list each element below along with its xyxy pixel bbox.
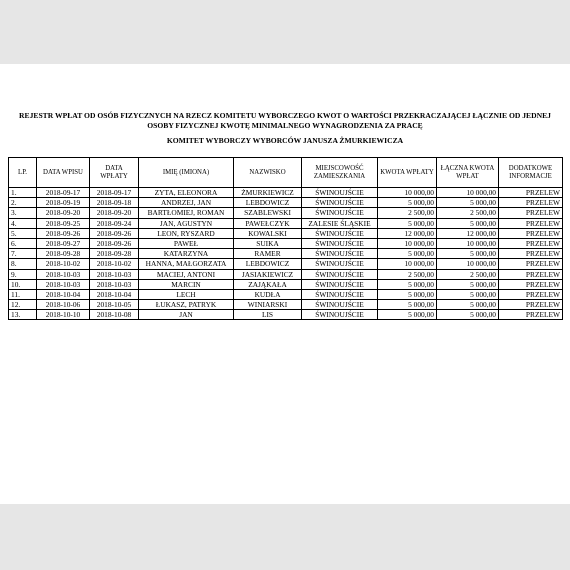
residence-cell: ZALESIE ŚLĄSKIE	[302, 218, 378, 228]
total-amount-cell: 5 000,00	[437, 198, 499, 208]
total-amount-cell: 5 000,00	[437, 300, 499, 310]
first-names-cell: BARTŁOMIEJ, ROMAN	[139, 208, 234, 218]
residence-cell: ŚWINOUJŚCIE	[302, 279, 378, 289]
column-header: DATA WPISU	[37, 158, 90, 188]
surname-cell: PAWEŁCZYK	[234, 218, 302, 228]
column-header: IMIĘ (IMIONA)	[139, 158, 234, 188]
entry-date-cell: 2018-10-06	[37, 300, 90, 310]
entry-date-cell: 2018-09-17	[37, 188, 90, 198]
additional-info-cell: PRZELEW	[499, 198, 563, 208]
table-row	[9, 198, 563, 208]
payment-amount-cell: 5 000,00	[378, 218, 437, 228]
payment-amount-cell: 5 000,00	[378, 310, 437, 320]
entry-date-cell: 2018-10-04	[37, 289, 90, 299]
column-header: DODATKOWE INFORMACJE	[499, 158, 563, 188]
additional-info-cell: PRZELEW	[499, 208, 563, 218]
payment-date-cell: 2018-09-26	[90, 228, 139, 238]
payment-amount-cell: 10 000,00	[378, 259, 437, 269]
column-header: LP.	[9, 158, 37, 188]
document-page	[0, 64, 570, 504]
payment-date-cell: 2018-09-28	[90, 249, 139, 259]
row-number-cell: 7.	[9, 249, 37, 259]
table-row	[9, 188, 563, 198]
table-row	[9, 249, 563, 259]
total-amount-cell: 2 500,00	[437, 208, 499, 218]
table-row	[9, 218, 563, 228]
row-number-cell: 9.	[9, 269, 37, 279]
table-body	[9, 188, 563, 320]
additional-info-cell: PRZELEW	[499, 188, 563, 198]
payment-amount-cell: 5 000,00	[378, 300, 437, 310]
total-amount-cell: 2 500,00	[437, 269, 499, 279]
surname-cell: KOWALSKI	[234, 228, 302, 238]
row-number-cell: 12.	[9, 300, 37, 310]
surname-cell: RAMER	[234, 249, 302, 259]
first-names-cell: ZYTA, ELEONORA	[139, 188, 234, 198]
row-number-cell: 1.	[9, 188, 37, 198]
entry-date-cell: 2018-09-28	[37, 249, 90, 259]
row-number-cell: 10.	[9, 279, 37, 289]
entry-date-cell: 2018-09-20	[37, 208, 90, 218]
entry-date-cell: 2018-10-10	[37, 310, 90, 320]
first-names-cell: JAN, AGUSTYN	[139, 218, 234, 228]
table-row	[9, 269, 563, 279]
column-header: KWOTA WPŁATY	[378, 158, 437, 188]
payment-date-cell: 2018-10-05	[90, 300, 139, 310]
total-amount-cell: 5 000,00	[437, 310, 499, 320]
payment-date-cell: 2018-10-03	[90, 269, 139, 279]
entry-date-cell: 2018-09-25	[37, 218, 90, 228]
table-row	[9, 259, 563, 269]
additional-info-cell: PRZELEW	[499, 269, 563, 279]
payment-amount-cell: 10 000,00	[378, 188, 437, 198]
column-header: NAZWISKO	[234, 158, 302, 188]
payment-amount-cell: 5 000,00	[378, 198, 437, 208]
payment-amount-cell: 2 500,00	[378, 208, 437, 218]
surname-cell: LIS	[234, 310, 302, 320]
residence-cell: ŚWINOUJŚCIE	[302, 249, 378, 259]
first-names-cell: MACIEJ, ANTONI	[139, 269, 234, 279]
surname-cell: ZAJĄKAŁA	[234, 279, 302, 289]
payment-date-cell: 2018-09-18	[90, 198, 139, 208]
first-names-cell: KATARZYNA	[139, 249, 234, 259]
column-header: DATA WPŁATY	[90, 158, 139, 188]
entry-date-cell: 2018-10-02	[37, 259, 90, 269]
first-names-cell: ANDRZEJ, JAN	[139, 198, 234, 208]
entry-date-cell: 2018-10-03	[37, 269, 90, 279]
residence-cell: ŚWINOUJŚCIE	[302, 259, 378, 269]
additional-info-cell: PRZELEW	[499, 300, 563, 310]
entry-date-cell: 2018-10-03	[37, 279, 90, 289]
surname-cell: ŻMURKIEWICZ	[234, 188, 302, 198]
first-names-cell: ŁUKASZ, PATRYK	[139, 300, 234, 310]
first-names-cell: LEON, RYSZARD	[139, 228, 234, 238]
column-header: MIEJSCOWOŚĆ ZAMIESZKANIA	[302, 158, 378, 188]
table-row	[9, 310, 563, 320]
total-amount-cell: 5 000,00	[437, 249, 499, 259]
total-amount-cell: 10 000,00	[437, 259, 499, 269]
residence-cell: ŚWINOUJŚCIE	[302, 269, 378, 279]
row-number-cell: 4.	[9, 218, 37, 228]
first-names-cell: JAN	[139, 310, 234, 320]
surname-cell: LEBDOWICZ	[234, 198, 302, 208]
payment-date-cell: 2018-09-17	[90, 188, 139, 198]
table-row	[9, 228, 563, 238]
surname-cell: LEBDOWICZ	[234, 259, 302, 269]
table-row	[9, 208, 563, 218]
payment-date-cell: 2018-10-04	[90, 289, 139, 299]
row-number-cell: 6.	[9, 238, 37, 248]
residence-cell: ŚWINOUJŚCIE	[302, 228, 378, 238]
total-amount-cell: 5 000,00	[437, 218, 499, 228]
entry-date-cell: 2018-09-26	[37, 228, 90, 238]
first-names-cell: MARCIN	[139, 279, 234, 289]
row-number-cell: 5.	[9, 228, 37, 238]
residence-cell: ŚWINOUJŚCIE	[302, 208, 378, 218]
entry-date-cell: 2018-09-27	[37, 238, 90, 248]
residence-cell: ŚWINOUJŚCIE	[302, 310, 378, 320]
total-amount-cell: 5 000,00	[437, 279, 499, 289]
additional-info-cell: PRZELEW	[499, 259, 563, 269]
row-number-cell: 2.	[9, 198, 37, 208]
surname-cell: WINIARSKI	[234, 300, 302, 310]
payment-amount-cell: 5 000,00	[378, 249, 437, 259]
first-names-cell: LECH	[139, 289, 234, 299]
residence-cell: ŚWINOUJŚCIE	[302, 198, 378, 208]
total-amount-cell: 10 000,00	[437, 188, 499, 198]
total-amount-cell: 10 000,00	[437, 238, 499, 248]
table-row	[9, 289, 563, 299]
payment-amount-cell: 12 000,00	[378, 228, 437, 238]
additional-info-cell: PRZELEW	[499, 279, 563, 289]
entry-date-cell: 2018-09-19	[37, 198, 90, 208]
document-title: REJESTR WPŁAT OD OSÓB FIZYCZNYCH NA RZECZ KOMITETU WYBORCZEGO KWOT O WARTOŚCI PRZEKRACZAJĄCEJ ŁĄCZNIE OD JEDNEJ OSOBY FIZYCZNEJ KWOTĘ MINIMALNEGO WYNAGRODZENIA ZA PRACĘ	[19, 111, 551, 130]
row-number-cell: 13.	[9, 310, 37, 320]
table-header-row	[9, 158, 563, 188]
payment-date-cell: 2018-10-02	[90, 259, 139, 269]
residence-cell: ŚWINOUJŚCIE	[302, 238, 378, 248]
additional-info-cell: PRZELEW	[499, 228, 563, 238]
payment-date-cell: 2018-09-20	[90, 208, 139, 218]
payment-date-cell: 2018-10-08	[90, 310, 139, 320]
row-number-cell: 8.	[9, 259, 37, 269]
payment-date-cell: 2018-09-26	[90, 238, 139, 248]
table-row	[9, 279, 563, 289]
document-subtitle: KOMITET WYBORCZY WYBORCÓW JANUSZA ŻMURKIEWICZA	[166, 136, 404, 145]
table-row	[9, 300, 563, 310]
additional-info-cell: PRZELEW	[499, 238, 563, 248]
surname-cell: SZABLEWSKI	[234, 208, 302, 218]
total-amount-cell: 12 000,00	[437, 228, 499, 238]
payment-date-cell: 2018-09-24	[90, 218, 139, 228]
additional-info-cell: PRZELEW	[499, 289, 563, 299]
total-amount-cell: 5 000,00	[437, 289, 499, 299]
surname-cell: JASIAKIEWICZ	[234, 269, 302, 279]
column-header: ŁĄCZNA KWOTA WPŁAT	[437, 158, 499, 188]
table-row	[9, 238, 563, 248]
payment-date-cell: 2018-10-03	[90, 279, 139, 289]
payment-amount-cell: 10 000,00	[378, 238, 437, 248]
surname-cell: SUIKA	[234, 238, 302, 248]
surname-cell: KUDŁA	[234, 289, 302, 299]
additional-info-cell: PRZELEW	[499, 249, 563, 259]
donations-table	[8, 157, 563, 320]
payment-amount-cell: 2 500,00	[378, 269, 437, 279]
payment-amount-cell: 5 000,00	[378, 279, 437, 289]
residence-cell: ŚWINOUJŚCIE	[302, 289, 378, 299]
row-number-cell: 11.	[9, 289, 37, 299]
row-number-cell: 3.	[9, 208, 37, 218]
first-names-cell: PAWEŁ	[139, 238, 234, 248]
additional-info-cell: PRZELEW	[499, 218, 563, 228]
payment-amount-cell: 5 000,00	[378, 289, 437, 299]
first-names-cell: HANNA, MAŁGORZATA	[139, 259, 234, 269]
additional-info-cell: PRZELEW	[499, 310, 563, 320]
residence-cell: ŚWINOUJŚCIE	[302, 300, 378, 310]
residence-cell: ŚWINOUJŚCIE	[302, 188, 378, 198]
